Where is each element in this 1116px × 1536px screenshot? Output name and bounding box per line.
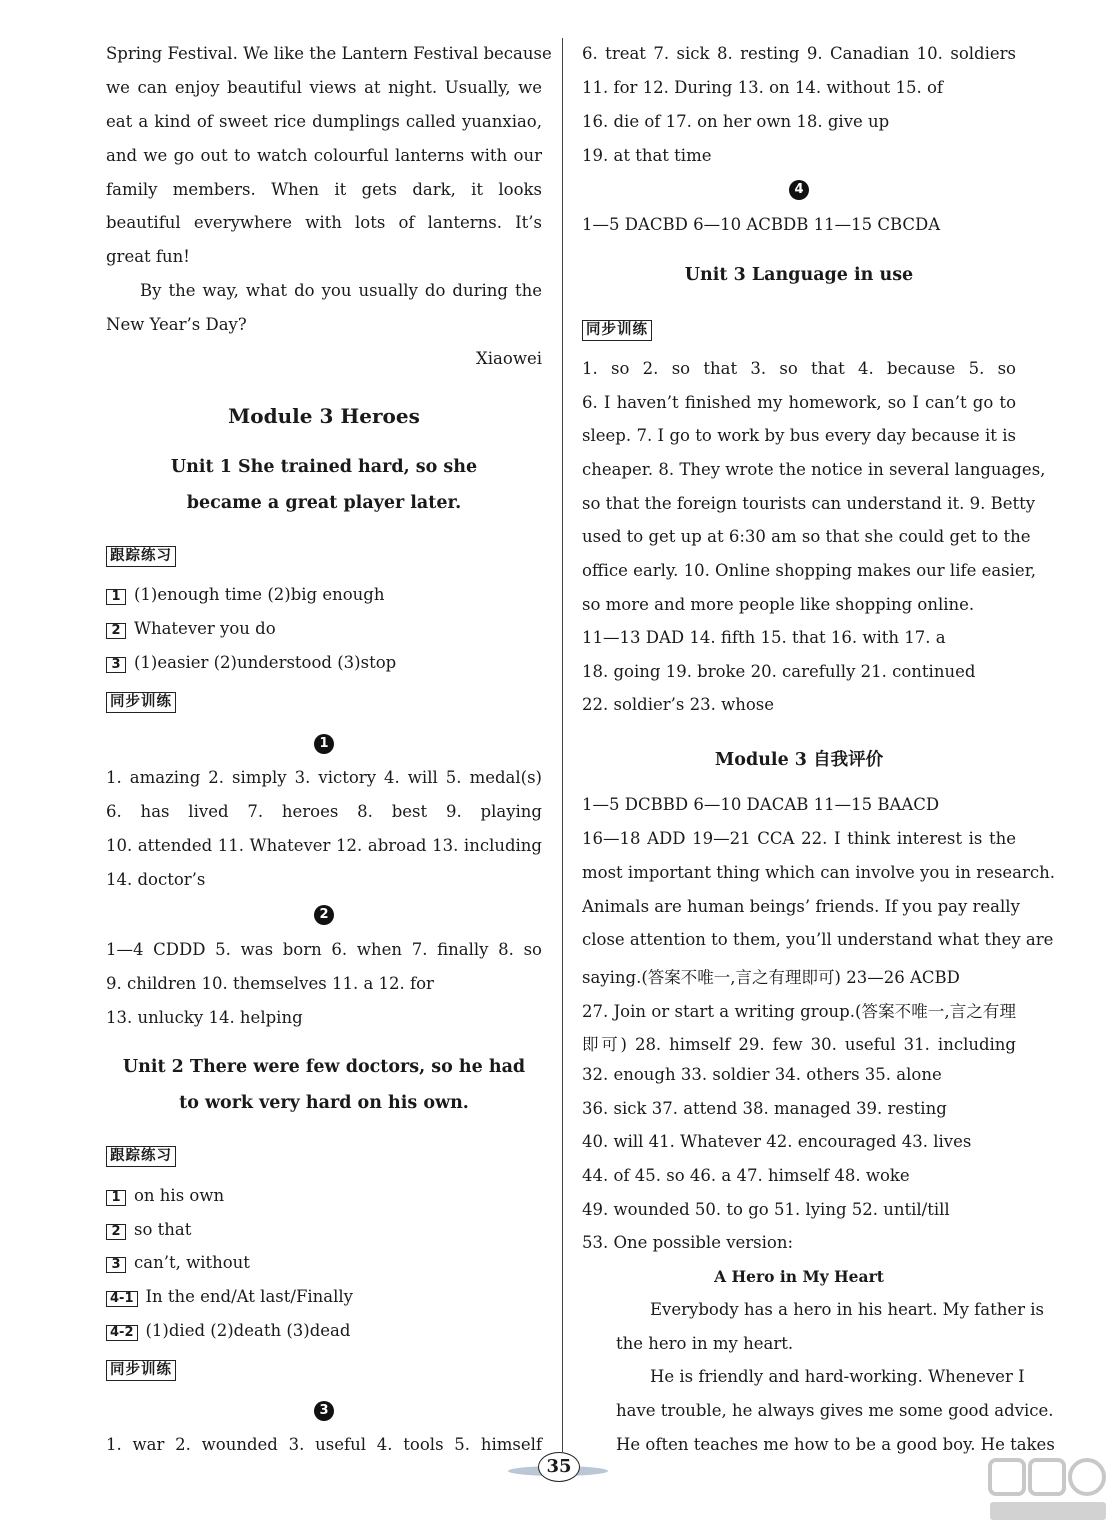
answer-line: 1. war 2. wounded 3. useful 4. tools 5. himself (106, 1435, 542, 1454)
answer-line: 14. doctor’s (106, 870, 206, 889)
watermark (988, 1458, 1108, 1528)
answer-line: 18. going 19. broke 20. carefully 21. continued (582, 662, 976, 681)
answer-line: saying.(答案不唯一,言之有理即可) 23—26 ACBD (582, 968, 960, 987)
letter-line: and we go out to watch colourful lanterns with our (106, 146, 542, 165)
letter-line: Spring Festival. We like the Lantern Festival because (106, 44, 552, 63)
answer-line: 1—5 DCBBD 6—10 DACAB 11—15 BAACD (582, 795, 940, 814)
letter-line: great fun! (106, 247, 190, 266)
tag-sync-training: 同步训练 (106, 692, 176, 713)
letter-signature: Xiaowei (476, 349, 542, 368)
answer-line: 40. will 41. Whatever 42. encouraged 43. lives (582, 1132, 972, 1151)
answer-line: 49. wounded 50. to go 51. lying 52. until/till (582, 1200, 950, 1219)
answer-line: most important thing which can involve you in research. (582, 863, 1056, 882)
follow-item: 2 so that (106, 1220, 191, 1240)
item-number-box: 1 (106, 589, 126, 605)
answer-line: 1. amazing 2. simply 3. victory 4. will 5. medal(s) (106, 768, 542, 787)
item-number-box: 2 (106, 623, 126, 639)
item-number-box: 3 (106, 657, 126, 673)
essay-title: A Hero in My Heart (714, 1267, 884, 1286)
tag-sync-training: 同步训练 (582, 320, 652, 341)
letter-line: By the way, what do you usually do during the (140, 281, 542, 300)
answer-line: 27. Join or start a writing group.(答案不唯一,言之有理 (582, 1002, 1016, 1021)
unit2-title-line2: to work very hard on his own. (179, 1093, 469, 1113)
page-number-badge (508, 1444, 608, 1484)
tag-follow-practice: 跟踪练习 (106, 1146, 176, 1167)
answer-line: 即可) 28. himself 29. few 30. useful 31. including (582, 1035, 1016, 1054)
answer-line: 10. attended 11. Whatever 12. abroad 13. including (106, 836, 542, 855)
answer-line: 6. I haven’t finished my homework, so I can’t go to (582, 393, 1016, 412)
answer-line: so that the foreign tourists can understand it. 9. Betty (582, 494, 1036, 513)
answer-line: 22. soldier’s 23. whose (582, 695, 775, 714)
unit1-title-line2: became a great player later. (186, 493, 462, 513)
answer-line: office early. 10. Online shopping makes our life easier, (582, 561, 1037, 580)
answer-line: 16—18 ADD 19—21 CCA 22. I think interest is the (582, 829, 1016, 848)
answer-line: so more and more people like shopping online. (582, 595, 975, 614)
essay-line: Everybody has a hero in his heart. My father is (650, 1300, 1044, 1319)
answer-line: 13. unlucky 14. helping (106, 1008, 303, 1027)
module-title: Module 3 Heroes (228, 404, 420, 428)
section-circle-4: 4 (789, 180, 809, 200)
letter-line: we can enjoy beautiful views at night. Usually, we (106, 78, 542, 97)
answer-line: 1. so 2. so that 3. so that 4. because 5. so (582, 359, 1016, 378)
essay-line: He is friendly and hard-working. Whenever I (650, 1367, 1025, 1386)
follow-item: 3 (1)easier (2)understood (3)stop (106, 653, 396, 673)
column-divider (562, 38, 563, 1452)
follow-item: 4-1 In the end/At last/Finally (106, 1287, 353, 1307)
unit2-title-line1: Unit 2 There were few doctors, so he had (122, 1057, 526, 1077)
tag-sync-training: 同步训练 (106, 1360, 176, 1381)
section-circle-1: 1 (314, 734, 334, 754)
answer-line: 36. sick 37. attend 38. managed 39. resting (582, 1099, 947, 1118)
answer-line: sleep. 7. I go to work by bus every day because it is (582, 426, 1016, 445)
letter-line: eat a kind of sweet rice dumplings called yuanxiao, (106, 112, 542, 131)
essay-line: the hero in my heart. (616, 1334, 794, 1353)
item-number-box: 1 (106, 1190, 126, 1206)
letter-line: beautiful everywhere with lots of lanterns. It’s (106, 213, 542, 232)
section-circle-3: 3 (314, 1401, 334, 1421)
essay-line: He often teaches me how to be a good boy. He takes (616, 1435, 1055, 1454)
item-number-box: 3 (106, 1257, 126, 1273)
self-eval-title: Module 3 自我评价 (714, 750, 884, 770)
answer-line: 9. children 10. themselves 11. a 12. for (106, 974, 434, 993)
answer-line: Animals are human beings’ friends. If you pay really (582, 897, 1020, 916)
item-number-box: 2 (106, 1224, 126, 1240)
tag-follow-practice: 跟踪练习 (106, 546, 176, 567)
follow-item: 4-2 (1)died (2)death (3)dead (106, 1321, 350, 1341)
answer-line: 1—4 CDDD 5. was born 6. when 7. finally 8. so (106, 940, 542, 959)
answer-line: 6. treat 7. sick 8. resting 9. Canadian 10. soldiers (582, 44, 1016, 63)
unit1-title-line1: Unit 1 She trained hard, so she (170, 457, 478, 477)
answer-line: 16. die of 17. on her own 18. give up (582, 112, 890, 131)
letter-line: family members. When it gets dark, it looks (106, 180, 542, 199)
follow-item: 3 can’t, without (106, 1253, 250, 1273)
answer-line: 53. One possible version: (582, 1233, 794, 1252)
item-number-box: 4-1 (106, 1291, 138, 1307)
answer-line: 11. for 12. During 13. on 14. without 15. of (582, 78, 943, 97)
answer-line: 19. at that time (582, 146, 712, 165)
answer-line: 44. of 45. so 46. a 47. himself 48. woke (582, 1166, 910, 1185)
watermark-logo-icon (988, 1458, 1108, 1524)
answer-line: close attention to them, you’ll understand what they are (582, 930, 1054, 949)
essay-line: have trouble, he always gives me some good advice. (616, 1401, 1054, 1420)
page-number: 35 (538, 1452, 580, 1482)
unit3-title: Unit 3 Language in use (684, 265, 914, 285)
answer-line: used to get up at 6:30 am so that she could get to the (582, 527, 1031, 546)
follow-item: 1 (1)enough time (2)big enough (106, 585, 384, 605)
follow-item: 2 Whatever you do (106, 619, 276, 639)
answer-line: 1—5 DACBD 6—10 ACBDB 11—15 CBCDA (582, 215, 941, 234)
answer-line: 11—13 DAD 14. fifth 15. that 16. with 17. a (582, 628, 946, 647)
letter-line: New Year’s Day? (106, 315, 247, 334)
answer-line: cheaper. 8. They wrote the notice in several languages, (582, 460, 1046, 479)
item-number-box: 4-2 (106, 1325, 138, 1341)
section-circle-2: 2 (314, 905, 334, 925)
answer-line: 6. has lived 7. heroes 8. best 9. playing (106, 802, 542, 821)
follow-item: 1 on his own (106, 1186, 224, 1206)
answer-line: 32. enough 33. soldier 34. others 35. alone (582, 1065, 942, 1084)
